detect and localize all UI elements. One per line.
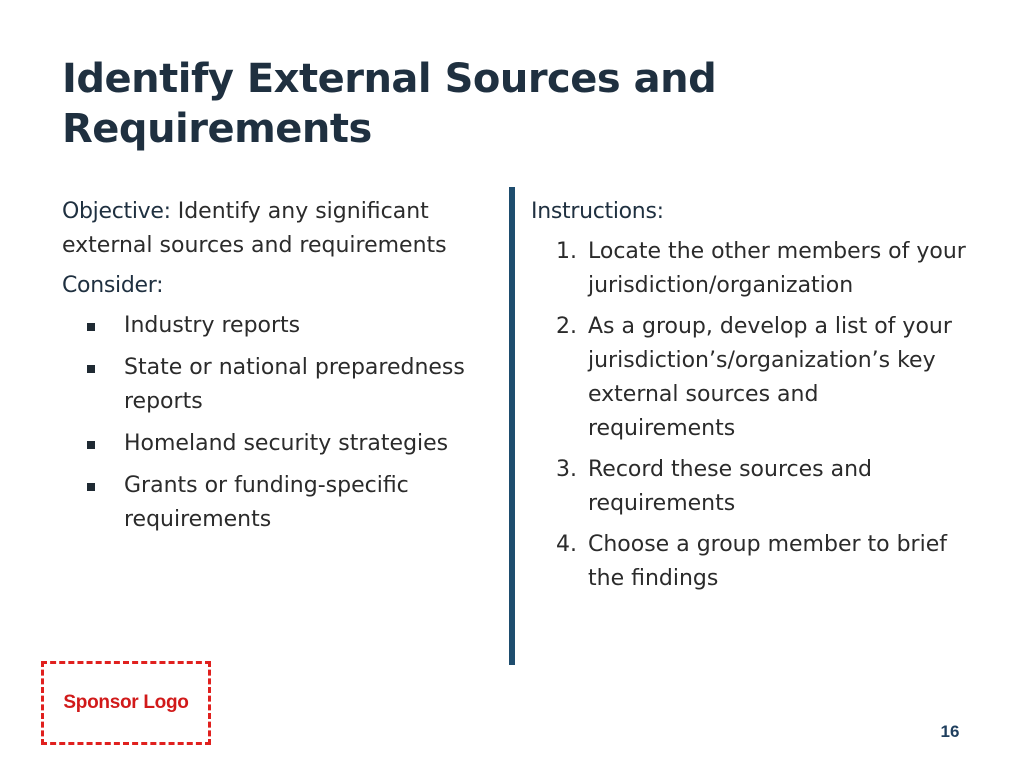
bullet-text: Industry reports	[124, 313, 301, 338]
square-bullet-icon	[87, 483, 95, 491]
instructions-column	[531, 195, 971, 603]
list-item	[62, 469, 492, 537]
step-number: 4.	[556, 532, 577, 557]
bullet-text: Homeland security strategies	[124, 431, 449, 456]
instructions-label-text: Instructions:	[531, 199, 664, 224]
list-item	[531, 310, 971, 446]
instructions-label	[531, 195, 971, 229]
list-item	[62, 351, 492, 419]
page-number: 16	[940, 722, 960, 741]
square-bullet-icon	[87, 441, 95, 449]
list-item	[531, 453, 971, 521]
objective-text: Identify any significant external sources and requirements	[62, 199, 447, 258]
step-text: Choose a group member to brief the findings	[588, 532, 947, 591]
consider-label-text: Consider:	[62, 273, 164, 298]
step-text: Locate the other members of your jurisdiction/organization	[588, 239, 966, 298]
list-item	[531, 235, 971, 303]
bullet-text: Grants or funding-specific requirements	[124, 473, 409, 532]
step-number: 2.	[556, 314, 577, 339]
objective-label: Objective:	[62, 199, 171, 224]
step-text: Record these sources and requirements	[588, 457, 873, 516]
sponsor-logo-placeholder	[41, 661, 211, 745]
objective-paragraph	[62, 195, 492, 263]
consider-label	[62, 269, 492, 303]
list-item	[531, 528, 971, 596]
slide-title: Identify External Sources and Requirements	[62, 56, 717, 152]
list-item	[62, 309, 492, 343]
instructions-list	[531, 235, 971, 596]
list-item	[62, 427, 492, 461]
square-bullet-icon	[87, 323, 95, 331]
square-bullet-icon	[87, 365, 95, 373]
step-number: 3.	[556, 457, 577, 482]
step-text: As a group, develop a list of your jurisdiction’s/organization’s key external sources and requirements	[588, 314, 952, 441]
sponsor-logo-label: Sponsor Logo	[63, 692, 189, 713]
column-divider	[509, 187, 515, 665]
step-number: 1.	[556, 239, 577, 264]
bullet-text: State or national preparedness reports	[124, 355, 465, 414]
consider-list	[62, 309, 492, 537]
objective-column	[62, 195, 492, 545]
